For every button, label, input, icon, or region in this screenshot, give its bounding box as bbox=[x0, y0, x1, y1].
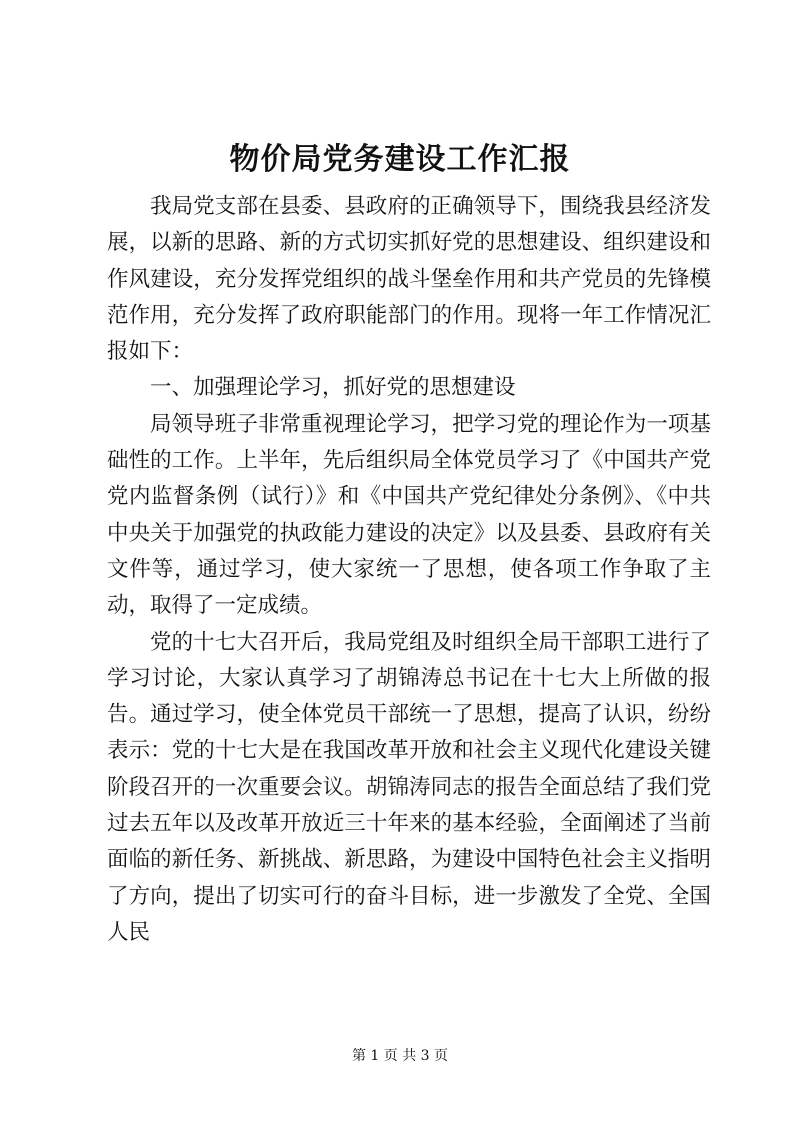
paragraph-intro: 我局党支部在县委、县政府的正确领导下，围绕我县经济发展，以新的思路、新的方式切实抓好党的思想建设、组织建设和作风建设，充分发挥党组织的战斗堡垒作用和共产党员的先锋模范作用，充分发挥了政府职能部门的作用。现将一年工作情况汇报如下： bbox=[107, 194, 711, 365]
paragraph-seventeenth-congress: 党的十七大召开后，我局党组及时组织全局干部职工进行了学习讨论，大家认真学习了胡锦涛总书记在十七大上所做的报告。通过学习，使全体党员干部统一了思想，提高了认识，纷纷表示：党的十七大是在我国改革开放和社会主义现代化建设关键阶段召开的一次重要会议。胡锦涛同志的报告全面总结了我们党过去五年以及改革开放近三十年来的基本经验，全面阐述了当前面临的新任务、新挑战、新思路，为建设中国特色社会主义指明了方向，提出了切实可行的奋斗目标，进一步激发了全党、全国人民 bbox=[107, 629, 711, 945]
page-number-footer: 第 1 页 共 3 页 bbox=[351, 1048, 449, 1064]
document-title: 物价局党务建设工作汇报 bbox=[229, 142, 571, 177]
paragraph-theory-study: 局领导班子非常重视理论学习，把学习党的理论作为一项基础性的工作。上半年，先后组织局全体党员学习了《中国共产党党内监督条例（试行）》和《中国共产党纪律处分条例》、《中共中央关于加强党的执政能力建设的决定》以及县委、县政府有关文件等，通过学习，使大家统一了思想，使各项工作争取了主动，取得了一定成绩。 bbox=[107, 411, 711, 619]
document-body bbox=[107, 189, 711, 951]
section-heading-1: 一、加强理论学习，抓好党的思想建设 bbox=[150, 375, 516, 401]
